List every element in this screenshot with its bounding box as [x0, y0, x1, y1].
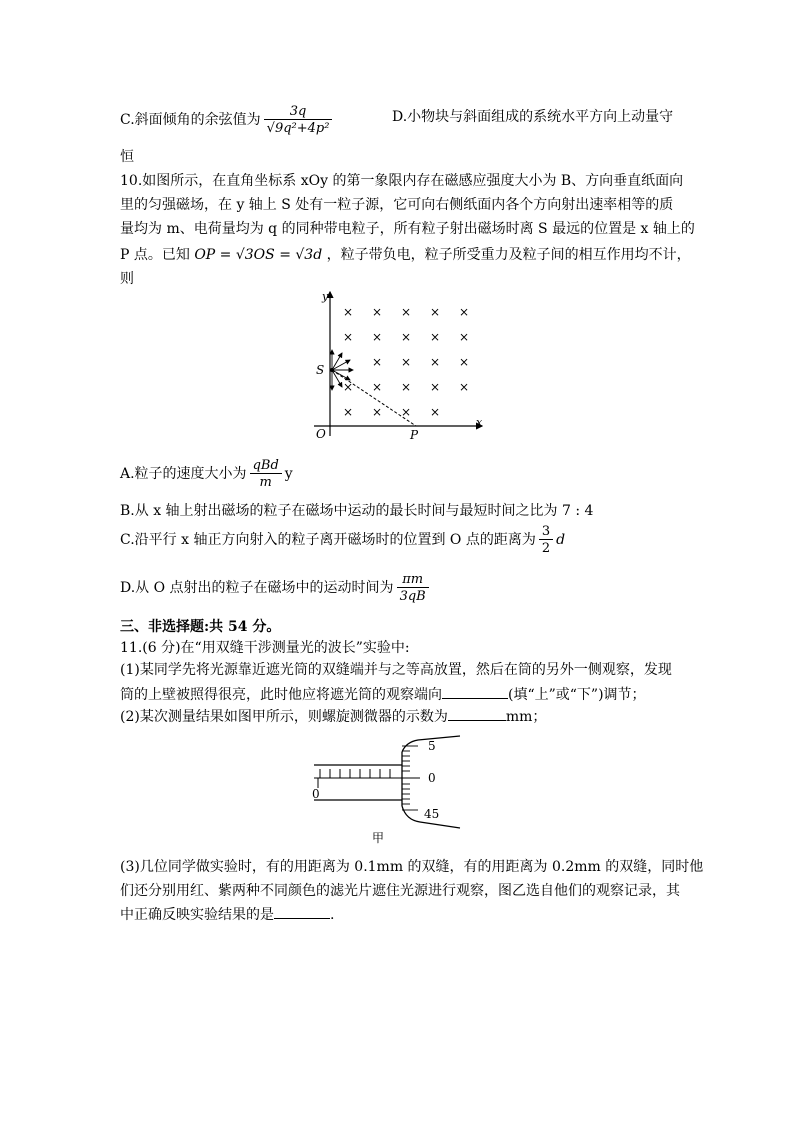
answer-blank-2[interactable] — [448, 706, 506, 721]
option-a-tail: y — [284, 466, 293, 482]
q10-option-d — [120, 572, 432, 604]
svg-text:×: × — [429, 305, 441, 319]
origin-label: O — [316, 427, 326, 441]
q11-part-2-text: (2)某次测量结果如图甲所示，则螺旋测微器的示数为 — [120, 709, 448, 725]
thimble-label-mid: 0 — [428, 771, 436, 785]
magnetic-field-figure — [300, 286, 500, 446]
svg-text:×: × — [400, 305, 412, 319]
q10-option-a — [120, 458, 293, 490]
svg-text:×: × — [342, 405, 354, 419]
thimble-ticks — [402, 746, 420, 810]
svg-text:×: × — [458, 305, 470, 319]
q11-part-1-hint: (填“上”或“下”)调节； — [508, 687, 646, 703]
fraction-denominator: m — [250, 473, 282, 490]
svg-text:×: × — [400, 330, 412, 344]
option-d-fraction — [397, 572, 429, 604]
q10-line-1: 10.如图所示，在直角坐标系 xOy 的第一象限内存在磁感应强度大小为 B、方向垂直纸面向 — [120, 173, 684, 189]
option-a-fraction — [250, 458, 282, 490]
svg-text:×: × — [458, 380, 470, 394]
q11-part-2 — [120, 706, 546, 726]
fraction-numerator: 3q — [289, 104, 307, 119]
svg-text:×: × — [371, 355, 383, 369]
q11-title: 11.(6 分)在“用双缝干涉测量光的波长”实验中: — [120, 640, 410, 656]
micrometer-figure — [310, 734, 480, 844]
svg-text:×: × — [429, 355, 441, 369]
section-3-heading: 三、非选择题:共 54 分。 — [120, 619, 281, 635]
answer-blank-3[interactable] — [274, 904, 330, 919]
q10-line-3: 量均为 m、电荷量均为 q 的同种带电粒子，所有粒子射出磁场时离 S 最远的位置是 x 轴上的 — [120, 221, 695, 237]
q11-part-1-line-2 — [120, 684, 646, 704]
svg-text:×: × — [429, 405, 441, 419]
svg-text:×: × — [400, 405, 412, 419]
thimble-label-top: 5 — [428, 739, 436, 753]
option-c-fraction — [539, 524, 553, 556]
q10-line-2: 里的匀强磁场，在 y 轴上 S 处有一粒子源，它可向右侧纸面内各个方向射出速率相等的质 — [120, 197, 674, 213]
svg-text:×: × — [458, 330, 470, 344]
q11-part-2-unit: mm； — [505, 709, 547, 725]
svg-text:×: × — [371, 305, 383, 319]
svg-text:×: × — [342, 305, 354, 319]
sleeve-zero-label: 0 — [312, 787, 320, 801]
option-d-prev-cont: 恒 — [120, 149, 134, 165]
svg-text:×: × — [342, 330, 354, 344]
fraction-denominator: 2 — [539, 539, 553, 556]
figure-caption-jia: 甲 — [372, 831, 385, 844]
q10-line-4-end: ，粒子带负电，粒子所受重力及粒子间的相互作用均不计， — [326, 247, 691, 263]
q11-part-3-end: . — [330, 907, 335, 923]
option-c-prev-label: C.斜面倾角的余弦值为 — [120, 112, 261, 128]
q11-part-3-line-3 — [120, 904, 334, 924]
fraction-denominator: 3qB — [397, 587, 429, 604]
svg-text:×: × — [400, 355, 412, 369]
x-axis-label: x — [476, 416, 483, 429]
svg-text:×: × — [429, 330, 441, 344]
thimble-label-bottom: 45 — [424, 807, 440, 821]
q10-line-4 — [120, 246, 691, 264]
q11-part-3-line-2: 们还分别用红、紫两种不同颜色的滤光片遮住光源进行观察，图乙选自他们的观察记录，其 — [120, 883, 680, 899]
option-c-prev — [120, 104, 335, 136]
svg-text:×: × — [371, 330, 383, 344]
q11-part-1-line-1: (1)某同学先将光源靠近遮光筒的双缝端并与之等高放置，然后在筒的另外一侧观察，发现 — [120, 662, 672, 678]
q10-line-4-start: P 点。已知 — [120, 247, 190, 263]
fraction-numerator: qBd — [252, 458, 279, 473]
source-point-s — [330, 368, 334, 372]
fraction-numerator: πm — [402, 572, 424, 587]
option-a-label: A.粒子的速度大小为 — [120, 466, 247, 482]
option-d-prev: D.小物块与斜面组成的系统水平方向上动量守 — [392, 109, 674, 125]
field-crosses — [343, 305, 469, 419]
y-axis-label: y — [322, 290, 329, 303]
option-c-prev-fraction — [264, 104, 333, 136]
point-p-label: P — [410, 428, 419, 442]
fraction-denominator: √9q²+4p² — [264, 119, 333, 136]
answer-blank-1[interactable] — [442, 684, 508, 699]
option-c-label: C.沿平行 x 轴正方向射入的粒子离开磁场时的位置到 O 点的距离为 — [120, 532, 536, 548]
svg-text:×: × — [371, 380, 383, 394]
q10-equation: OP = √3OS = √3d — [194, 247, 323, 263]
q10-line-5: 则 — [120, 271, 134, 287]
q11-part-3-line-1: (3)几位同学做实验时，有的用距离为 0.1mm 的双缝，有的用距离为 0.2mm 的双缝，同时他 — [120, 859, 704, 875]
svg-text:×: × — [458, 355, 470, 369]
option-c-tail: d — [556, 532, 566, 548]
point-s-label: S — [316, 363, 325, 377]
q10-option-b: B.从 x 轴上射出磁场的粒子在磁场中运动的最长时间与最短时间之比为 7 : 4 — [120, 503, 594, 519]
q10-option-c — [120, 524, 565, 556]
q11-part-3-text: 中正确反映实验结果的是 — [120, 907, 274, 923]
svg-text:×: × — [400, 380, 412, 394]
svg-text:×: × — [429, 380, 441, 394]
q11-part-1-text: 筒的上壁被照得很亮，此时他应将遮光筒的观察端向 — [120, 687, 442, 703]
option-d-label: D.从 O 点射出的粒子在磁场中的运动时间为 — [120, 580, 394, 596]
svg-text:×: × — [371, 405, 383, 419]
fraction-numerator: 3 — [541, 524, 551, 539]
svg-text:×: × — [342, 380, 354, 394]
